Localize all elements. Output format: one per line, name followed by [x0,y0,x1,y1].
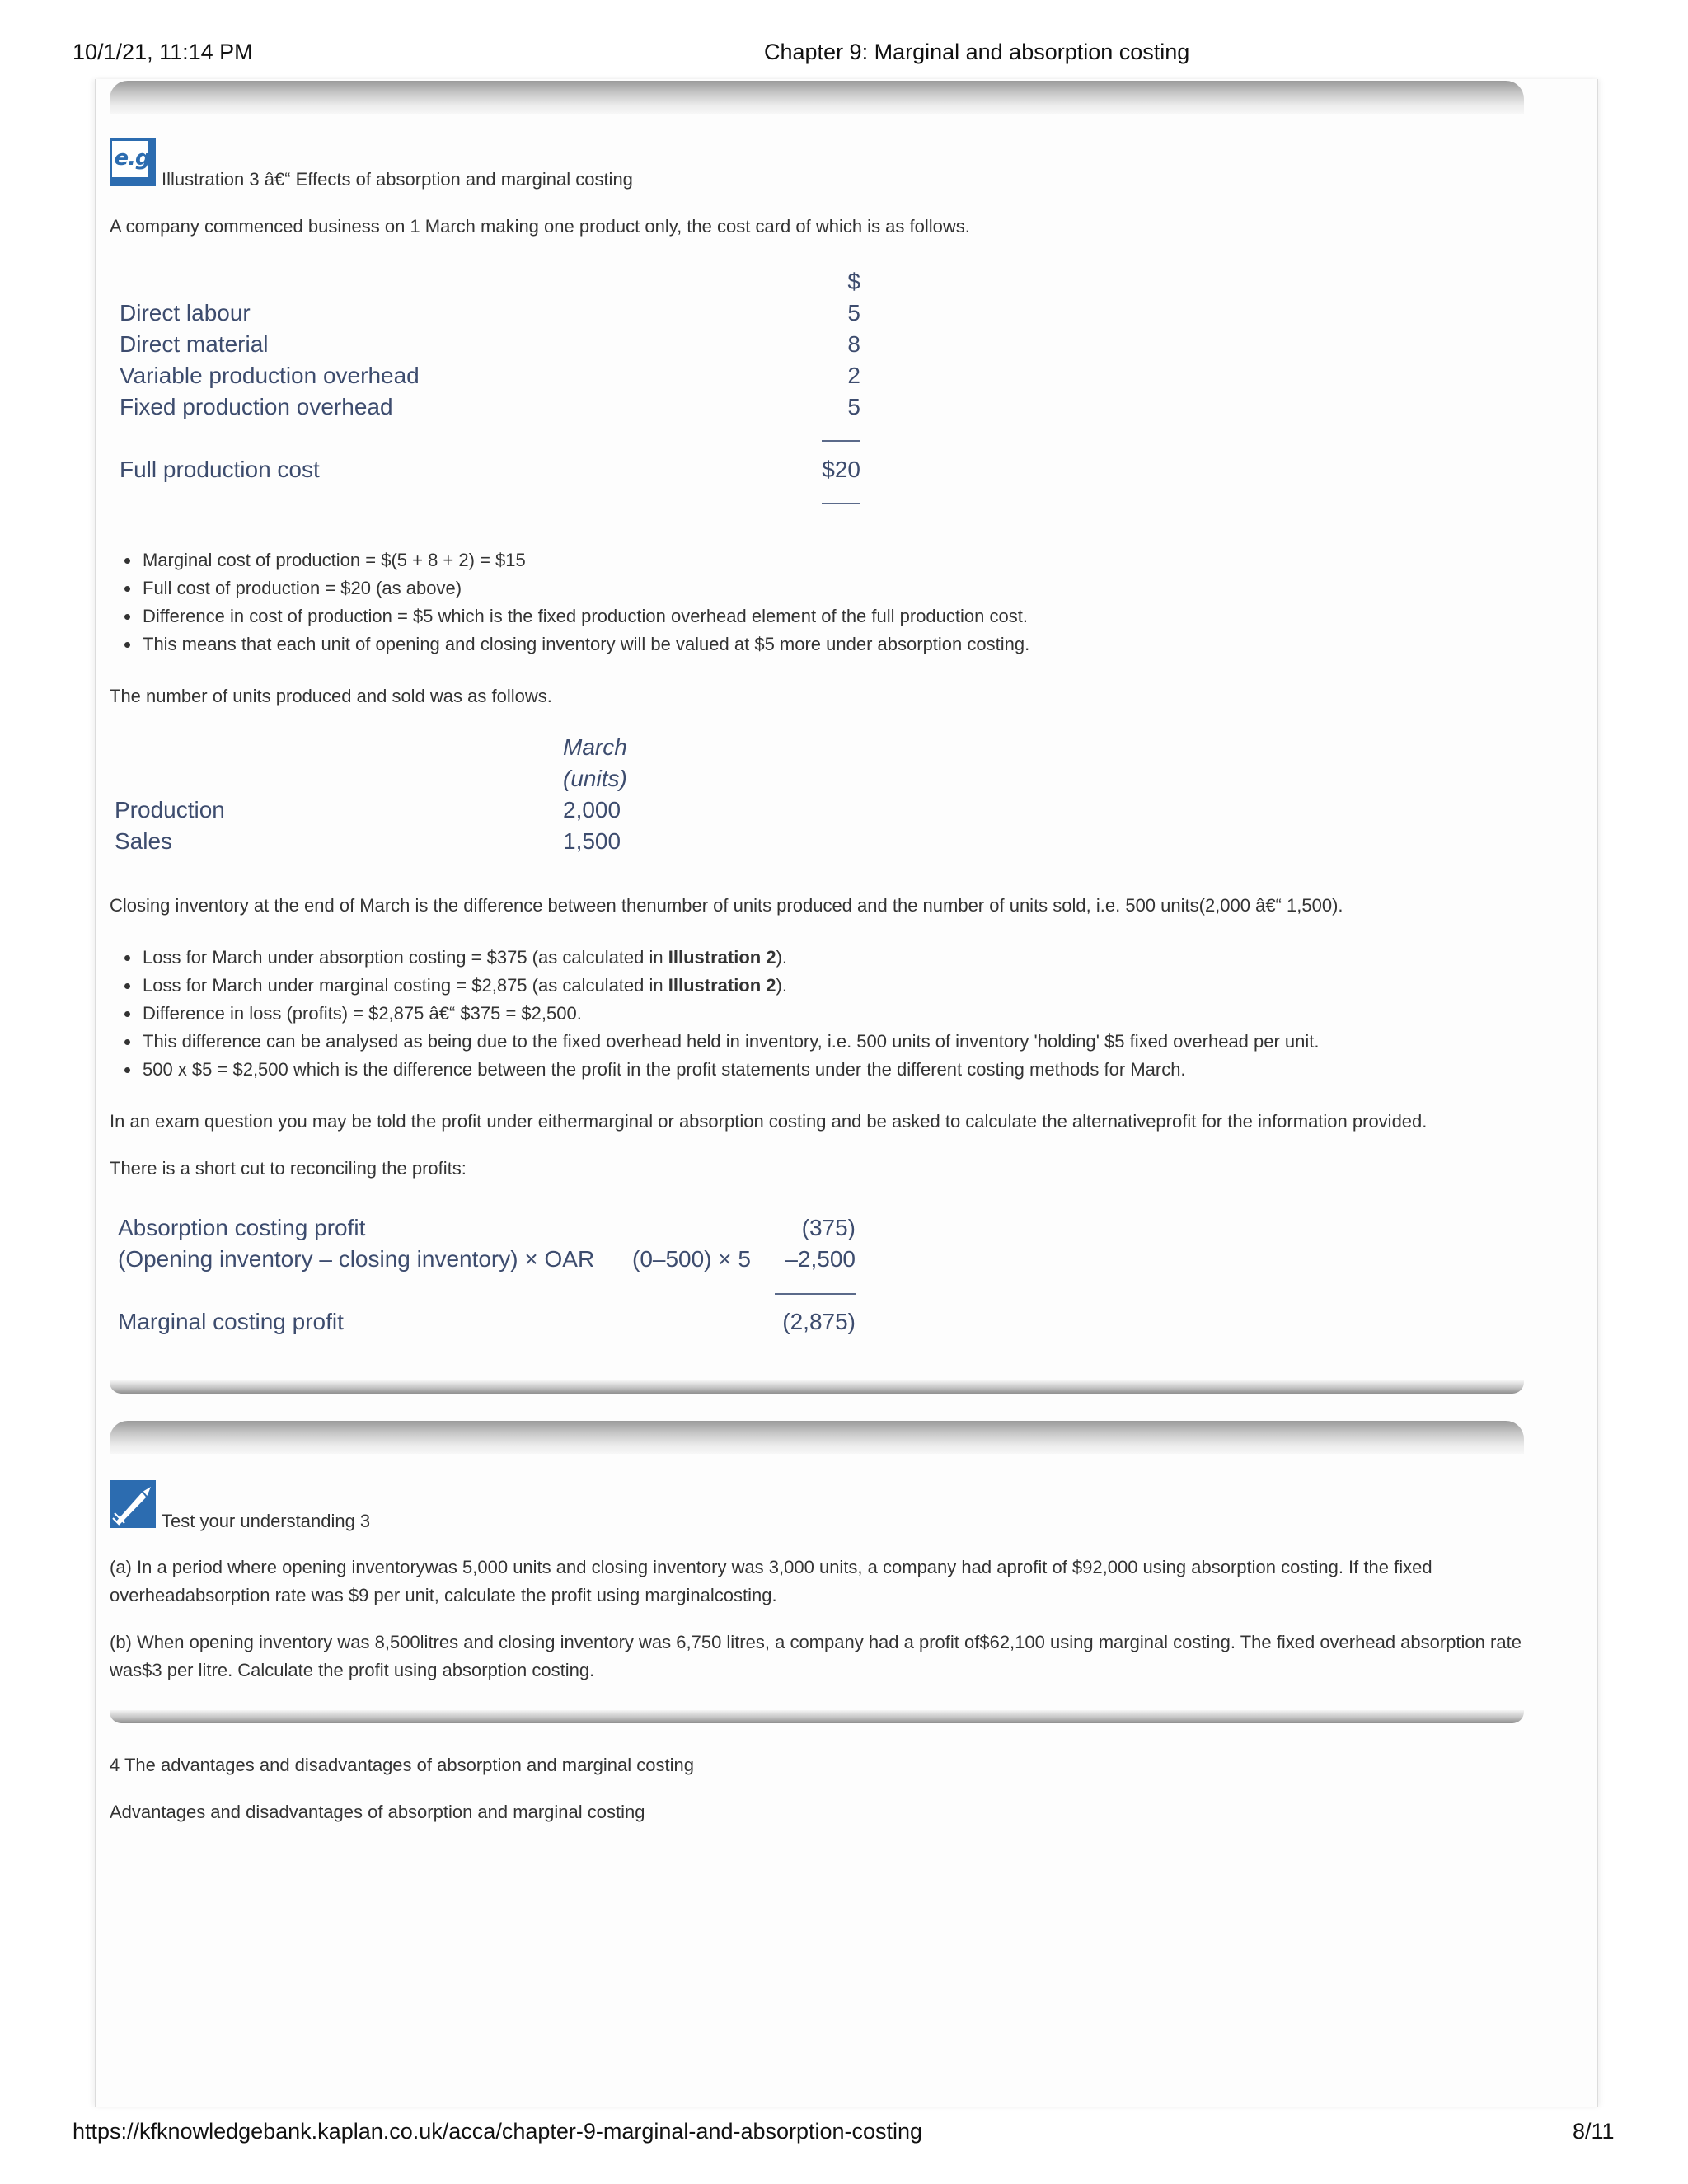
cost-row-value: 2 [847,363,860,388]
reconciliation-label: Absorption costing profit [118,1215,366,1240]
cost-row-label: Variable production overhead [120,363,420,388]
example-icon: e.g [110,138,156,186]
reconciliation-value: –2,500 [785,1246,856,1272]
list-item: • 500 x $5 = $2,500 which is the difference between the profit in the profit statements under the different costing methods for March. [141,1056,1592,1084]
units-row-label: Production [115,797,225,823]
currency-header: $ [847,269,860,294]
exam-text: In an exam question you may be told the profit under eithermarginal or absorption costing and be asked to calculate the alternativeprofit for the information provided. [110,1111,1428,1132]
total-rule [822,503,860,504]
illustration-box-bottom [110,1380,1524,1394]
tyu-box-bottom [110,1710,1524,1723]
reconciliation-total-value: (2,875) [782,1309,856,1334]
reconciliation-label: (Opening inventory – closing inventory) × OAR [118,1246,595,1272]
illustration-box-top [110,81,1524,114]
cost-row-label: Direct labour [120,300,251,326]
reconciliation-total-label: Marginal costing profit [118,1309,344,1334]
illustration-reference: Illustration 2 [668,947,776,968]
list-item: • Full cost of production = $20 (as above) [141,574,1592,602]
units-col-subheader: (units) [563,766,627,791]
list-item: • This means that each unit of opening and closing inventory will be valued at $5 more under absorption costing. [141,630,1592,658]
cost-difference-bullets [110,546,1592,658]
loss-difference-bullets [110,944,1592,1084]
illustration-reference: Illustration 2 [668,975,776,996]
units-row-label: Sales [115,828,173,854]
section-subheading: Advantages and disadvantages of absorption and marginal costing [110,1802,645,1822]
list-item: • Loss for March under marginal costing = $2,875 (as calculated in Illustration 2). [141,972,1592,1000]
list-item: • Marginal cost of production = $(5 + 8 + 2) = $15 [141,546,1592,574]
closing-inventory-text: Closing inventory at the end of March is the difference between thenumber of units produced and the number of units sold, i.e. 500 units(2,000 â€“ 1,500). [110,895,1343,916]
total-value: $20 [822,457,860,482]
tyu-title: Test your understanding 3 [162,1511,371,1531]
reconciliation-calc: (0–500) × 5 [632,1246,751,1272]
shortcut-text: There is a short cut to reconciling the profits: [110,1158,467,1179]
print-page-title: Chapter 9: Marginal and absorption costing [764,40,1190,64]
units-row-value: 1,500 [563,828,621,854]
cost-row-label: Fixed production overhead [120,394,393,419]
print-url: https://kfknowledgebank.kaplan.co.uk/acca/chapter-9-marginal-and-absorption-costing [73,2119,923,2144]
tyu-question-b: (b) When opening inventory was 8,500litres and closing inventory was 6,750 litres, a company had a profit of$62,100 using marginal costing. The fixed overhead absorption rate was$3 per litre. Calculate the profit using absorption costing. [110,1632,1522,1680]
tyu-question-a: (a) In a period where opening inventorywas 5,000 units and closing inventory was 3,000 units, a company had aprofit of $92,000 using absorption costing. If the fixed overheadabsorption rate was $9 per unit, calculate the profit using marginalcosting. [110,1557,1432,1605]
reconciliation-rule [775,1293,856,1295]
pen-nib-icon [110,1480,156,1528]
total-label: Full production cost [120,457,320,482]
subtotal-rule [822,440,860,442]
print-page-number: 8/11 [1573,2119,1615,2144]
section-heading: 4 The advantages and disadvantages of absorption and marginal costing [110,1755,694,1775]
illustration-intro: A company commenced business on 1 March making one product only, the cost card of which is as follows. [110,216,970,237]
units-intro: The number of units produced and sold was as follows. [110,686,552,706]
units-row-value: 2,000 [563,797,621,823]
cost-row-label: Direct material [120,331,269,357]
cost-row-value: 5 [847,394,860,419]
list-item: • Loss for March under absorption costing = $375 (as calculated in Illustration 2). [141,944,1592,972]
list-item: • This difference can be analysed as being due to the fixed overhead held in inventory, i.e. 500 units of inventory 'holding' $5 fixed overhead per unit. [141,1028,1592,1056]
cost-row-value: 5 [847,300,860,326]
cost-row-value: 8 [847,331,860,357]
reconciliation-value: (375) [801,1215,856,1240]
tyu-box-top [110,1421,1524,1454]
print-timestamp: 10/1/21, 11:14 PM [73,40,253,64]
list-item: • Difference in cost of production = $5 which is the fixed production overhead element of the full production cost. [141,602,1592,630]
illustration-title: Illustration 3 â€“ Effects of absorption and marginal costing [162,169,633,190]
units-col-header: March [563,734,627,760]
list-item: • Difference in loss (profits) = $2,875 â€“ $375 = $2,500. [141,1000,1592,1028]
